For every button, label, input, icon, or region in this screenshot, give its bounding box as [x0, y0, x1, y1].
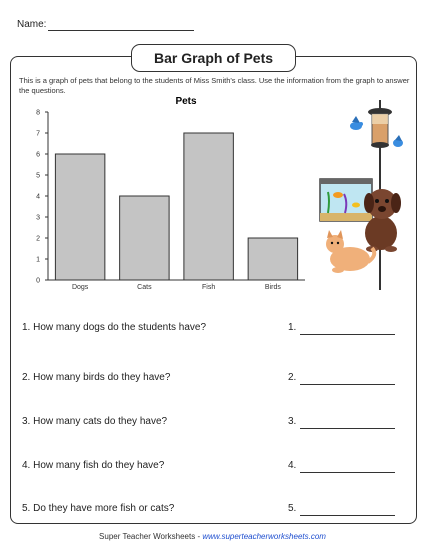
- chart-title: Pets: [175, 96, 197, 107]
- answer-label: 4.: [288, 460, 297, 471]
- y-tick-label: 8: [36, 109, 40, 117]
- answer-label: 2.: [288, 372, 297, 383]
- y-tick-label: 7: [36, 130, 40, 138]
- x-tick-label: Dogs: [71, 284, 89, 291]
- question-text: 5. Do they have more fish or cats?: [22, 503, 175, 514]
- answer-line[interactable]: [300, 384, 395, 385]
- footer: [0, 532, 425, 541]
- question-text: 1. How many dogs do the students have?: [22, 322, 207, 333]
- question-text: 3. How many cats do they have?: [22, 416, 168, 427]
- y-tick-label: 6: [36, 151, 40, 159]
- question-text: 2. How many birds do they have?: [22, 372, 171, 383]
- bar-birds: [248, 238, 297, 280]
- x-tick-label: Fish: [202, 284, 216, 291]
- intro-text: This is a graph of pets that belong to the students of Miss Smith's class. Use the information from the graph to answer the questions.: [19, 76, 410, 95]
- y-tick-label: 3: [36, 214, 40, 222]
- bar-cats: [120, 196, 169, 280]
- pets-illustration: [320, 100, 403, 290]
- answer-line[interactable]: [300, 428, 395, 429]
- worksheet-title: Bar Graph of Pets: [131, 44, 296, 72]
- answer-label: 5.: [288, 503, 297, 514]
- answer-line[interactable]: [300, 334, 395, 335]
- y-tick-label: 5: [36, 172, 40, 180]
- x-tick-label: Cats: [137, 284, 152, 291]
- footer-url[interactable]: www.superteacherworksheets.com: [202, 532, 326, 541]
- y-tick-label: 0: [36, 277, 40, 285]
- footer-prefix: Super Teacher Worksheets -: [99, 532, 203, 541]
- bird-icon: [350, 116, 363, 130]
- answer-label: 3.: [288, 416, 297, 427]
- name-label: Name:: [17, 19, 47, 30]
- answer-label: 1.: [288, 322, 297, 333]
- bar-fish: [184, 133, 233, 280]
- fish-tank-icon: [320, 179, 372, 221]
- answer-line[interactable]: [300, 515, 395, 516]
- question-text: 4. How many fish do they have?: [22, 460, 165, 471]
- bar-dogs: [55, 154, 104, 280]
- bird-icon: [393, 135, 403, 147]
- x-tick-label: Birds: [264, 284, 281, 291]
- answer-line[interactable]: [300, 472, 395, 473]
- y-tick-label: 4: [36, 193, 40, 201]
- y-tick-label: 2: [36, 235, 40, 243]
- y-tick-label: 1: [36, 256, 40, 264]
